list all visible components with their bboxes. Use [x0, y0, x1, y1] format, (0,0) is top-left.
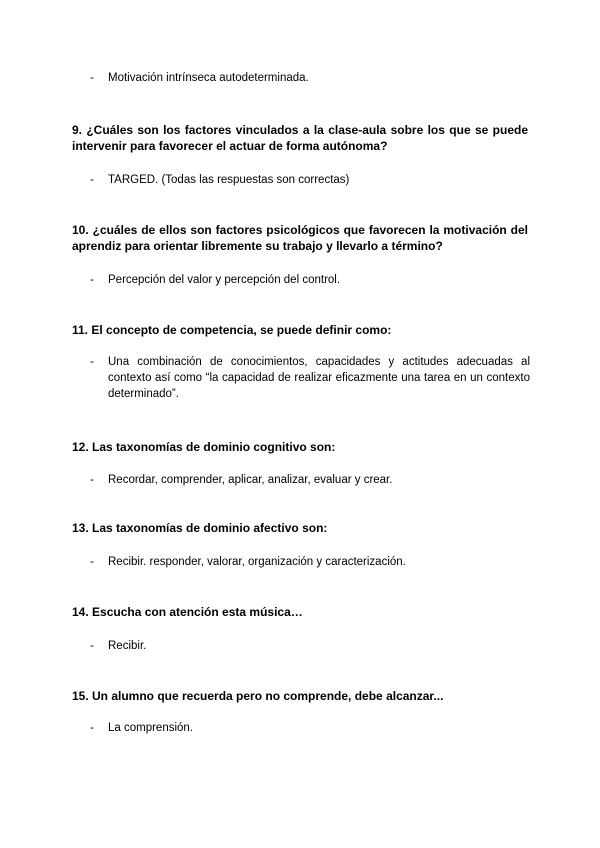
bullet-dash: - — [90, 356, 94, 368]
answer-text: TARGED. (Todas las respuestas son correctas) — [108, 174, 350, 186]
answer-12 — [90, 472, 530, 488]
answer-text: Motivación intrínseca autodeterminada. — [108, 72, 309, 84]
answer-14 — [90, 638, 530, 654]
answer-text: Una combinación de conocimientos, capacidades y actitudes adecuadas al contexto así como “la capacidad de realizar eficazmente una tarea en un contexto determinado”. — [108, 356, 530, 400]
question-15: 15. Un alumno que recuerda pero no comprende, debe alcanzar... — [72, 689, 444, 703]
answer-text: Recibir. — [108, 640, 147, 652]
answer-text: Percepción del valor y percepción del control. — [108, 274, 341, 286]
answer-13 — [90, 554, 530, 570]
bullet-dash: - — [90, 722, 94, 734]
bullet-dash: - — [90, 640, 94, 652]
bullet-dash: - — [90, 174, 94, 186]
answer-10 — [90, 272, 530, 288]
question-10: 10. ¿cuáles de ellos son factores psicológicos que favorecen la motivación del aprendiz para orientar libremente su trabajo y llevarlo a término? — [72, 223, 528, 253]
question-9: 9. ¿Cuáles son los factores vinculados a la clase-aula sobre los que se puede intervenir para favorecer el actuar de forma autónoma? — [72, 123, 528, 153]
question-13: 13. Las taxonomías de dominio afectivo son: — [72, 521, 328, 535]
answer-text: La comprensión. — [108, 722, 194, 734]
bullet-dash: - — [90, 556, 94, 568]
question-14: 14. Escucha con atención esta música… — [72, 605, 303, 619]
bullet-dash: - — [90, 72, 94, 84]
answer-9 — [90, 172, 530, 188]
bullet-dash: - — [90, 474, 94, 486]
answer-8 — [90, 70, 530, 86]
answer-text: Recordar, comprender, aplicar, analizar, evaluar y crear. — [108, 474, 393, 486]
bullet-dash: - — [90, 274, 94, 286]
question-11: 11. El concepto de competencia, se puede definir como: — [72, 323, 392, 337]
question-12: 12. Las taxonomías de dominio cognitivo son: — [72, 440, 336, 454]
answer-15 — [90, 720, 530, 736]
answer-11 — [90, 354, 530, 402]
answer-text: Recibir. responder, valorar, organización y caracterización. — [108, 556, 406, 568]
